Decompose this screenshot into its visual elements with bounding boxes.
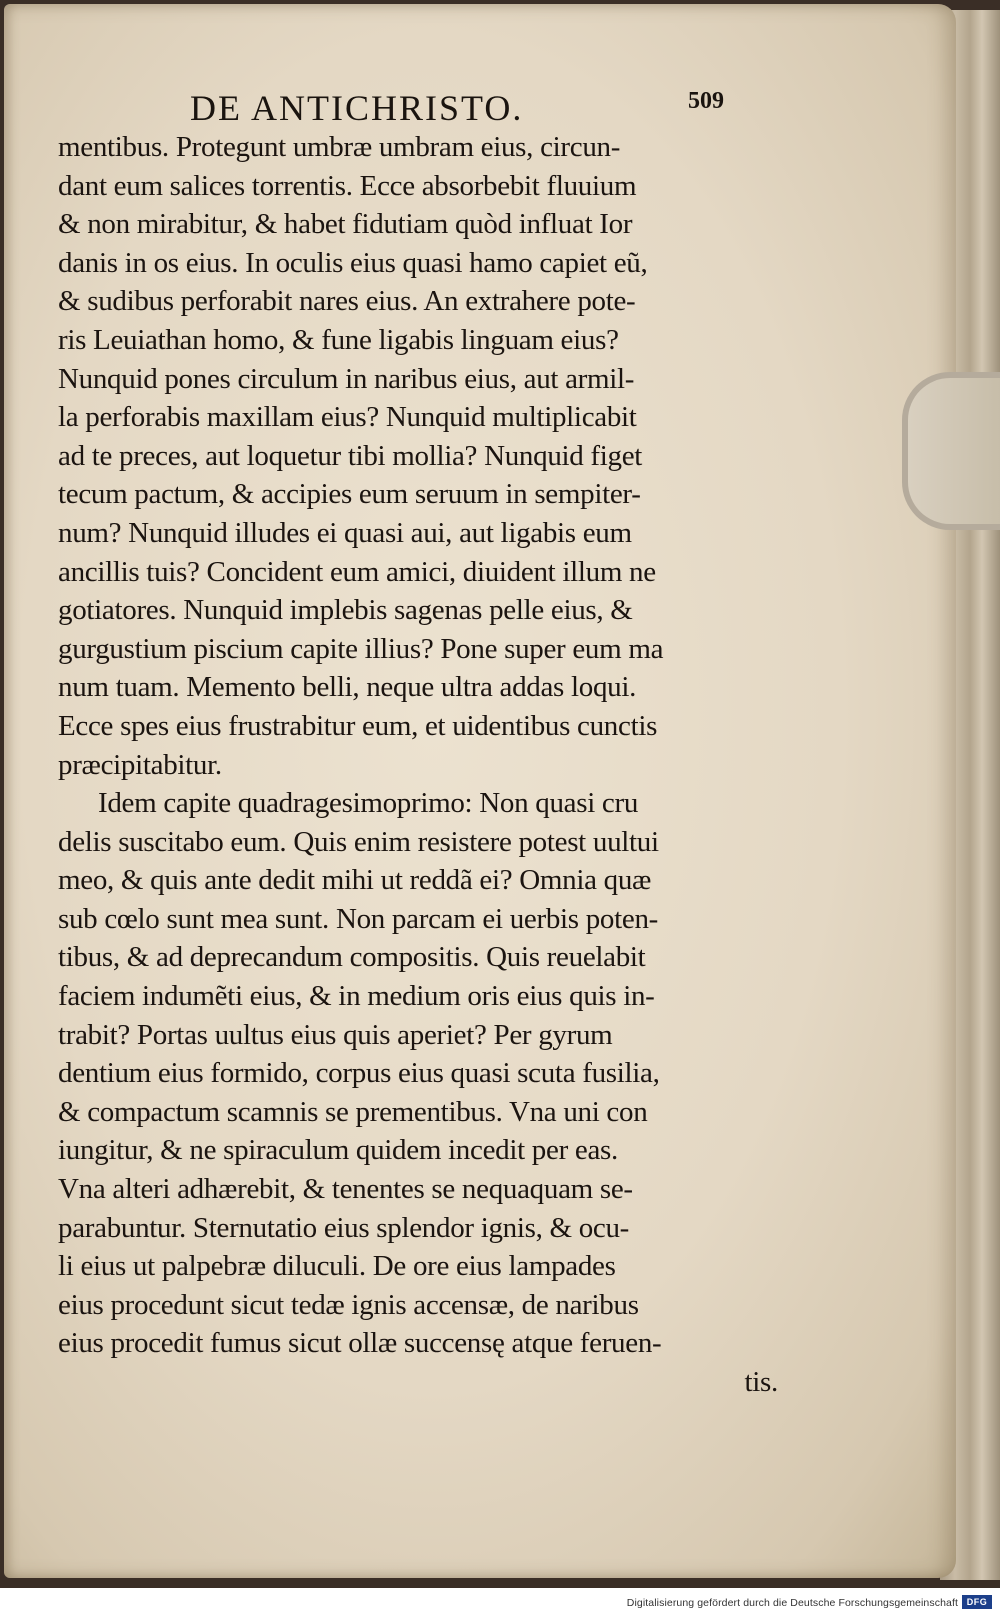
text-line: & non mirabitur, & habet fidutiam quòd influat Ior: [58, 208, 633, 241]
page-clasp: [902, 372, 1000, 530]
text-line: mentibus. Protegunt umbræ umbram eius, circun-: [58, 131, 621, 163]
text-line: tibus, & ad deprecandum compositis. Quis reuelabit: [58, 941, 646, 974]
text-line: Ecce spes eius frustrabitur eum, et uidentibus cunctis: [58, 709, 658, 742]
text-line: eius procedit fumus sicut ollæ succensę atque feruen-: [58, 1327, 662, 1360]
text-line: dant eum salices torrentis. Ecce absorbebit fluuium: [58, 169, 637, 202]
page-number: 509: [688, 88, 724, 114]
text-line: iungitur, & ne spiraculum quidem incedit per eas.: [58, 1134, 618, 1167]
text-line: la perforabis maxillam eius? Nunquid multiplicabit: [58, 401, 637, 434]
paragraph-start-line: Idem capite quadragesimoprimo: Non quasi cru: [98, 787, 639, 820]
text-line: meo, & quis ante dedit mihi ut reddã ei? Omnia quæ: [58, 864, 652, 897]
text-line: ris Leuiathan homo, & fune ligabis linguam eius?: [58, 323, 619, 356]
body-text: [58, 128, 778, 1402]
text-line: Vna alteri adhærebit, & tenentes se nequaquam se-: [58, 1173, 633, 1206]
text-line: num tuam. Memento belli, neque ultra addas loqui.: [58, 671, 637, 704]
text-line: gotiatores. Nunquid implebis sagenas pelle eius, &: [58, 594, 633, 627]
text-line: trabit? Portas uultus eius quis aperiet? Per gyrum: [58, 1018, 613, 1051]
text-line: num? Nunquid illudes ei quasi aui, aut ligabis eum: [58, 516, 632, 549]
text-line: li eius ut palpebræ diluculi. De ore eius lampades: [58, 1250, 616, 1283]
text-line: sub cœlo sunt mea sunt. Non parcam ei uerbis poten-: [58, 902, 659, 935]
running-header: [190, 86, 750, 130]
text-line: & compactum scamnis se prementibus. Vna uni con: [58, 1095, 648, 1128]
digitization-footer: [0, 1588, 1000, 1619]
catchword-line: tis.: [744, 1366, 778, 1398]
text-line: ad te preces, aut loquetur tibi mollia? Nunquid figet: [58, 439, 643, 472]
text-line: & sudibus perforabit nares eius. An extrahere pote-: [58, 285, 636, 318]
text-line: eius procedunt sicut tedæ ignis accensæ, de naribus: [58, 1288, 639, 1321]
text-line: delis suscitabo eum. Quis enim resistere potest uultui: [58, 825, 659, 858]
text-line: tecum pactum, & accipies eum seruum in sempiter-: [58, 478, 641, 511]
dfg-logo: DFG: [962, 1595, 992, 1609]
text-line: gurgustium piscium capite illius? Pone super eum ma: [58, 632, 664, 665]
text-line: dentium eius formido, corpus eius quasi scuta fusilia,: [58, 1057, 660, 1090]
text-line: parabuntur. Sternutatio eius splendor ignis, & ocu-: [58, 1211, 630, 1244]
text-line: Nunquid pones circulum in naribus eius, aut armil-: [58, 362, 635, 395]
running-title: DE ANTICHRISTO.: [190, 88, 524, 128]
text-line: danis in os eius. In oculis eius quasi hamo capiet eũ,: [58, 246, 648, 279]
funding-credit: Digitalisierung gefördert durch die Deutsche Forschungsgemeinschaft: [626, 1597, 958, 1609]
text-line: ancillis tuis? Concident eum amici, diuident illum ne: [58, 555, 656, 588]
text-line: faciem indumẽti eius, & in medium oris eius quis in-: [58, 980, 655, 1013]
text-line: præcipitabitur.: [58, 748, 222, 781]
